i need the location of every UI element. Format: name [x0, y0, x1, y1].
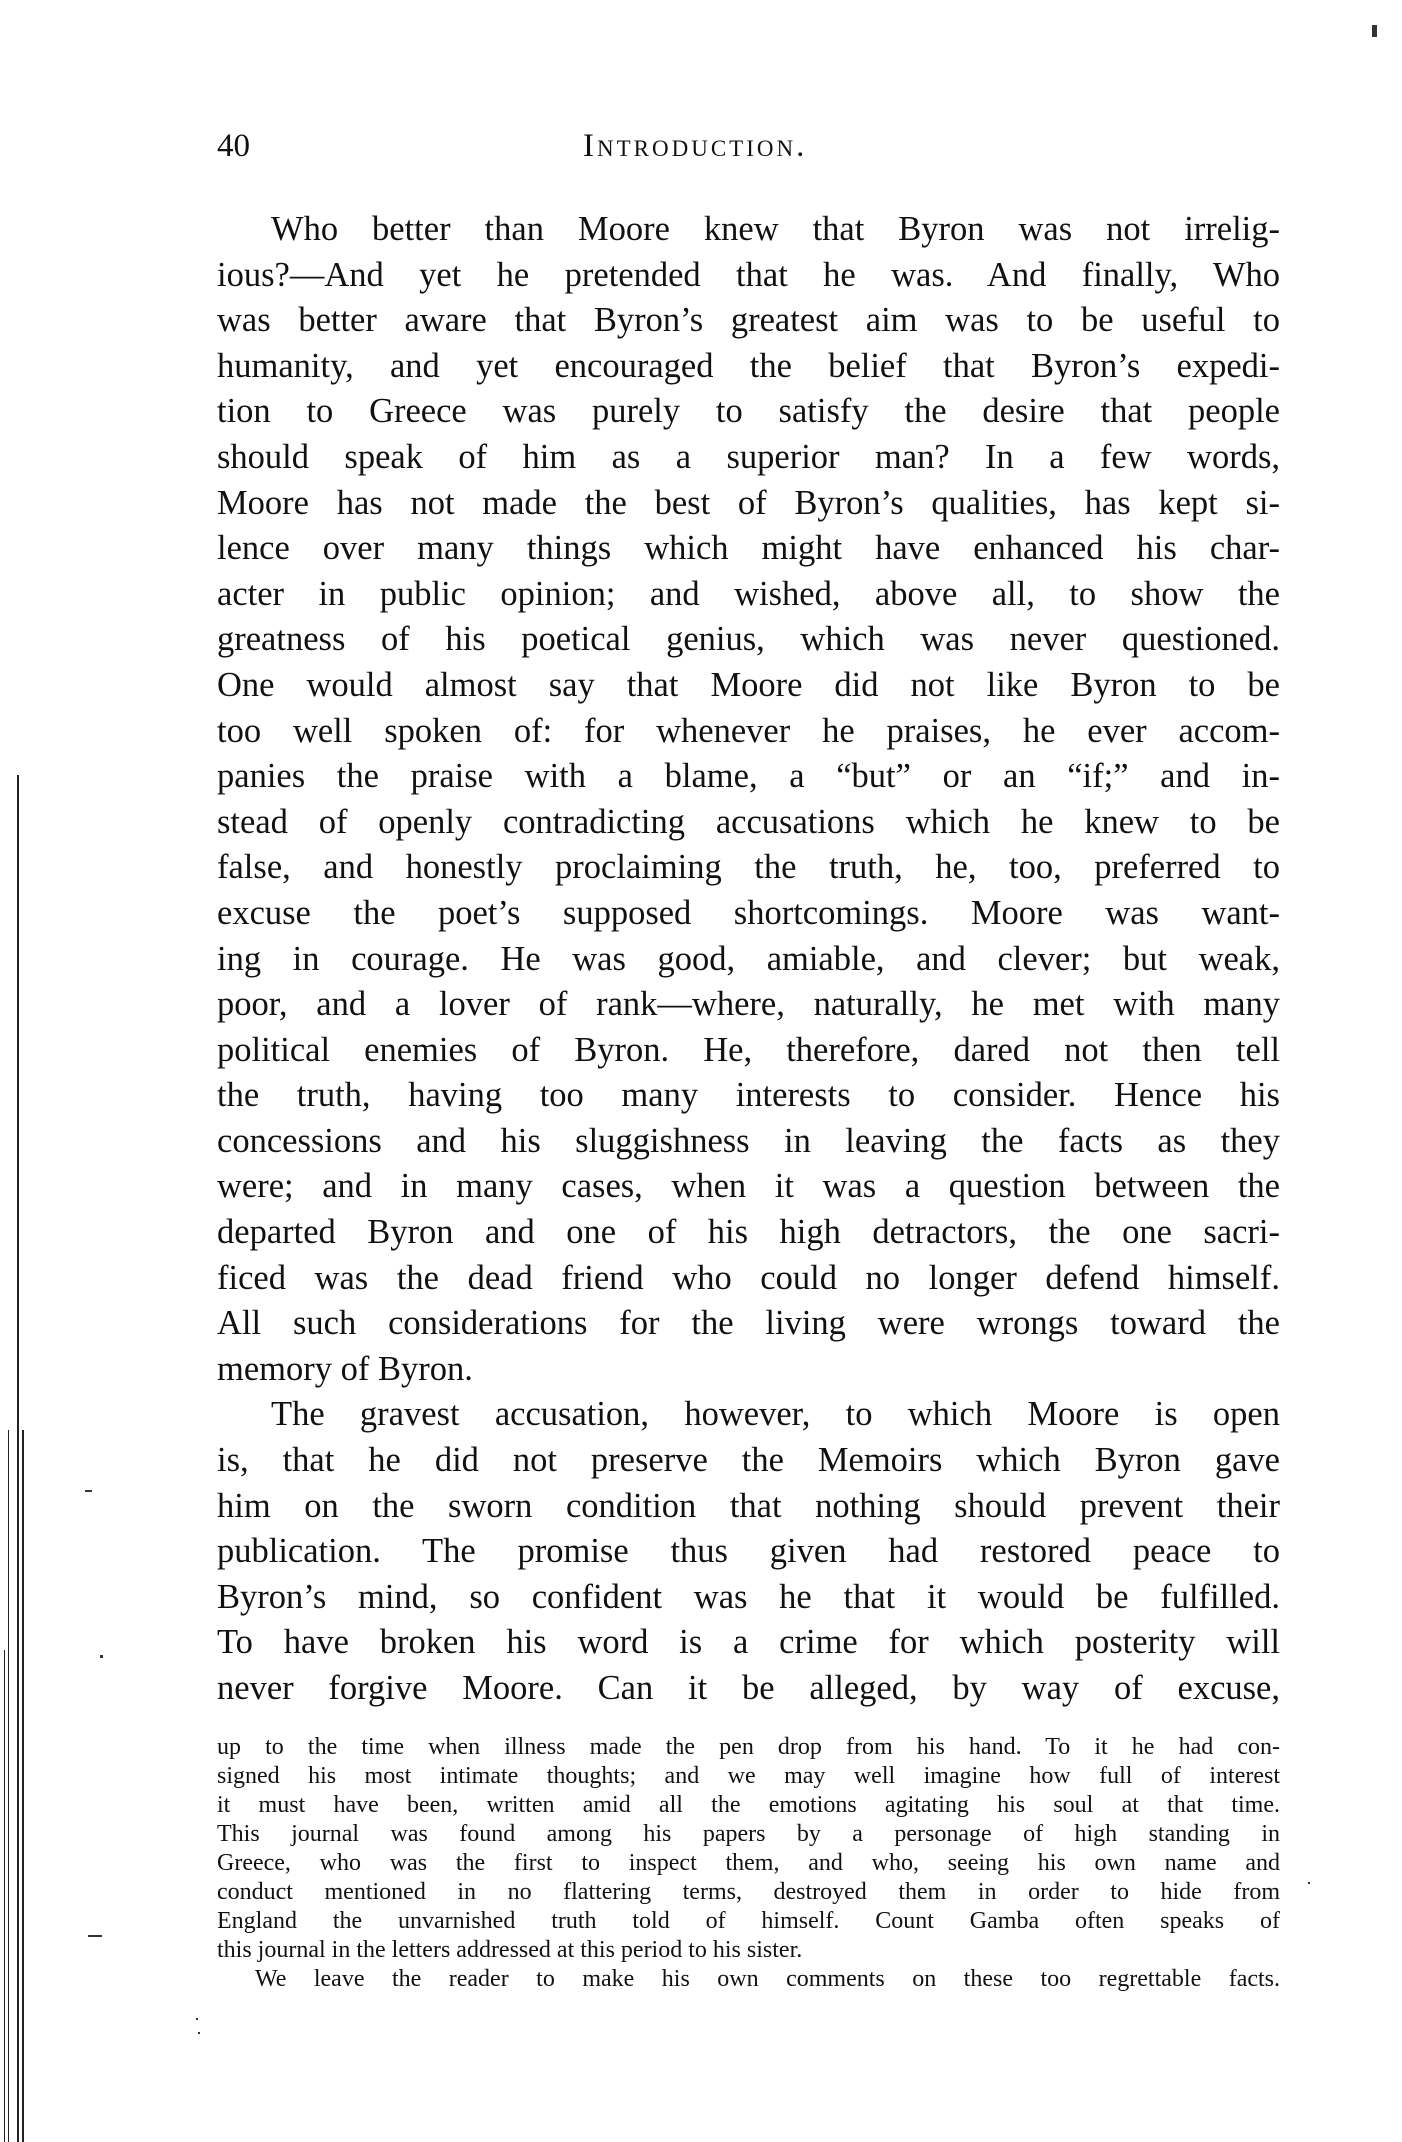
running-head — [217, 128, 1278, 168]
text-line: should speak of him as a superior man? In a few words, — [217, 437, 1280, 476]
footnote-line: this journal in the letters addressed at this period to his sister. — [217, 1937, 803, 1963]
running-title: Introduction. — [583, 128, 808, 164]
text-line: The gravest accusation, however, to which Moore is open — [271, 1395, 1280, 1434]
text-line: false, and honestly proclaiming the truth, he, too, preferred to — [217, 848, 1280, 887]
text-line: the truth, having too many interests to consider. Hence his — [217, 1076, 1280, 1115]
text-line: never forgive Moore. Can it be alleged, by way of excuse, — [217, 1669, 1280, 1707]
text-line: ing in courage. He was good, amiable, and clever; but weak, — [217, 939, 1280, 978]
scan-speck — [1308, 1882, 1310, 1884]
footnote-paragraph — [217, 1965, 1280, 1994]
footnote-line: signed his most intimate thoughts; and we may well imagine how full of interest — [217, 1763, 1280, 1789]
footnote-paragraph — [217, 1733, 1280, 1965]
text-line: concessions and his sluggishness in leaving the facts as they — [217, 1121, 1280, 1160]
text-line: was better aware that Byron’s greatest aim was to be useful to — [217, 301, 1280, 340]
scan-speck — [88, 1935, 102, 1937]
text-line: ious?—And yet he pretended that he was. And finally, Who — [217, 255, 1280, 294]
text-line: lence over many things which might have enhanced his char- — [217, 529, 1280, 568]
text-line: were; and in many cases, when it was a question between the — [217, 1167, 1280, 1206]
text-line: acter in public opinion; and wished, above all, to show the — [217, 574, 1280, 613]
footnote-line: it must have been, written amid all the emotions agitating his soul at that time. — [217, 1792, 1280, 1818]
text-line: poor, and a lover of rank—where, naturally, he met with many — [217, 985, 1280, 1024]
scan-speck — [1372, 25, 1377, 37]
text-line: too well spoken of: for whenever he praises, he ever accom- — [217, 711, 1280, 750]
scan-speck — [196, 2018, 198, 2020]
text-line: tion to Greece was purely to satisfy the desire that people — [217, 392, 1280, 431]
footnote-line: England the unvarnished truth told of himself. Count Gamba often speaks of — [217, 1908, 1280, 1934]
text-line: is, that he did not preserve the Memoirs which Byron gave — [217, 1441, 1280, 1480]
text-line: One would almost say that Moore did not like Byron to be — [217, 665, 1280, 704]
text-line: excuse the poet’s supposed shortcomings. Moore was want- — [217, 893, 1280, 932]
footnote-line: up to the time when illness made the pen drop from his hand. To it he had con- — [217, 1734, 1280, 1760]
scan-edge-line — [4, 1650, 5, 2142]
scan-speck — [85, 1490, 92, 1492]
scan-edge-line — [8, 1430, 9, 2142]
text-line: Who better than Moore knew that Byron was not irrelig- — [271, 210, 1280, 248]
text-line: political enemies of Byron. He, therefore, dared not then tell — [217, 1030, 1280, 1069]
scan-speck — [198, 2032, 200, 2034]
page-number: 40 — [217, 128, 250, 164]
paragraph — [217, 207, 1280, 1392]
text-line: publication. The promise thus given had restored peace to — [217, 1532, 1280, 1571]
text-line: him on the sworn condition that nothing should prevent their — [217, 1486, 1280, 1525]
footnote-line: conduct mentioned in no flattering terms, destroyed them in order to hide from — [217, 1879, 1280, 1905]
text-line: ficed was the dead friend who could no longer defend himself. — [217, 1258, 1280, 1297]
text-line: memory of Byron. — [217, 1349, 473, 1388]
text-line: humanity, and yet encouraged the belief that Byron’s expedi- — [217, 346, 1280, 385]
text-line: Byron’s mind, so confident was he that it would be fulfilled. — [217, 1577, 1280, 1616]
footnote-line: Greece, who was the first to inspect them, and who, seeing his own name and — [217, 1850, 1280, 1876]
text-line: panies the praise with a blame, a “but” or an “if;” and in- — [217, 757, 1280, 796]
body-text — [217, 207, 1280, 1712]
text-line: All such considerations for the living were wrongs toward the — [217, 1304, 1280, 1343]
scan-speck — [100, 1655, 103, 1658]
text-line: stead of openly contradicting accusations which he knew to be — [217, 802, 1280, 841]
footnote-line: We leave the reader to make his own comments on these too regrettable facts. — [255, 1966, 1280, 1992]
text-line: Moore has not made the best of Byron’s qualities, has kept si- — [217, 483, 1280, 522]
scan-edge-line — [22, 1430, 24, 2142]
footnote-line: This journal was found among his papers by a personage of high standing in — [217, 1821, 1280, 1847]
text-line: To have broken his word is a crime for which posterity will — [217, 1623, 1280, 1662]
text-line: greatness of his poetical genius, which was never questioned. — [217, 620, 1280, 659]
footnote — [217, 1733, 1280, 1994]
paragraph — [217, 1392, 1280, 1711]
text-line: departed Byron and one of his high detractors, the one sacri- — [217, 1213, 1280, 1252]
scan-edge-line — [17, 775, 19, 2142]
